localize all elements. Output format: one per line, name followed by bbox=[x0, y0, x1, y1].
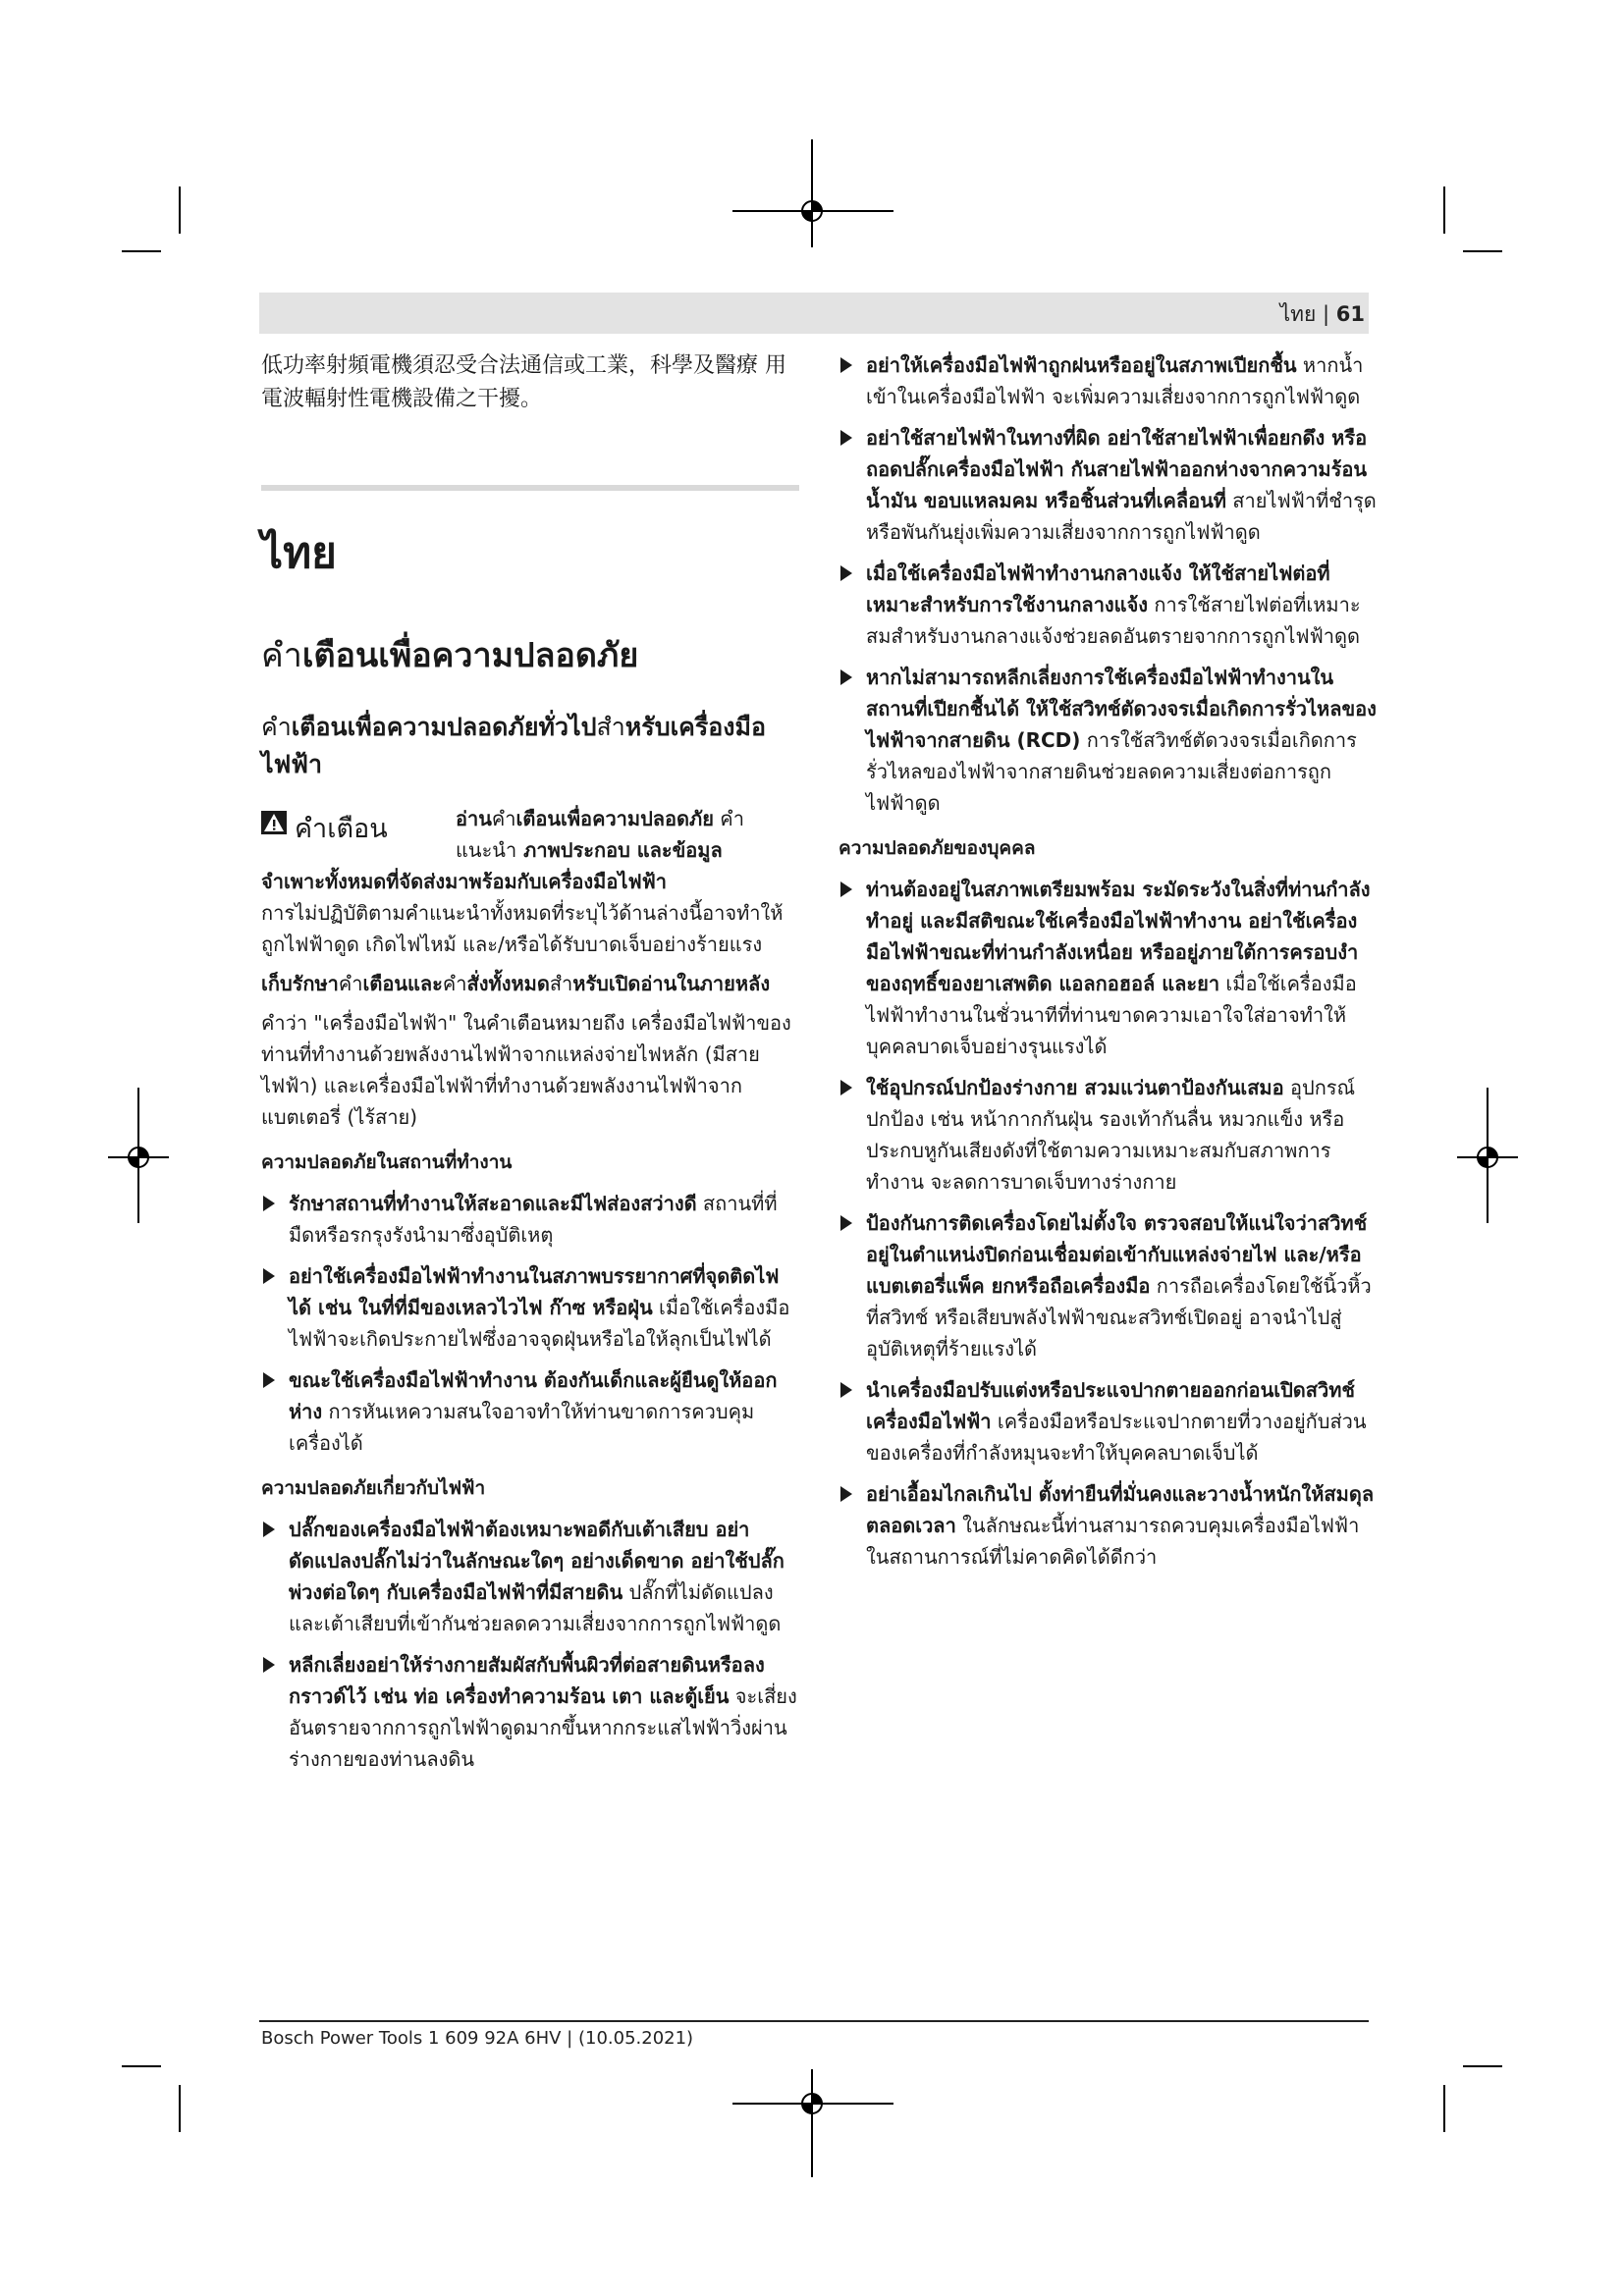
header-bar bbox=[259, 293, 1369, 334]
crop-mark bbox=[1463, 250, 1502, 252]
list-item: ท่านต้องอยู่ในสภาพเตรียมพร้อม ระมัดระวังในสิ่งที่ท่านกำลังทำอยู่ และมีสติขณะใช้เครื่องมือไฟฟ้าทำงาน อย่าใช้เครื่องมือไฟฟ้าขณะที่ท่านกำลังเหนื่อย หรืออยู่ภายใต้การครอบงำของฤทธิ์ของยาเสพติด แอลกอฮอล์ และยา เมื่อใช้เครื่องมือไฟฟ้าทำงานในชั่วนาทีที่ท่านขาดความเอาใจใส่อาจทำให้บุคคลบาดเจ็บอย่างรุนแรงได้ bbox=[839, 874, 1377, 1062]
list-item: ป้องกันการติดเครื่องโดยไม่ตั้งใจ ตรวจสอบให้แน่ใจว่าสวิทช์อยู่ในตำแหน่งปิดก่อนเชื่อมต่อเข้ากับแหล่งจ่ายไฟ และ/หรือแบตเตอรี่แพ็ค ยกหรือถือเครื่องมือ การถือเครื่องโดยใช้นิ้วหิ้วที่สวิทช์ หรือเสียบพลังไฟฟ้าขณะสวิทช์เปิดอยู่ อาจนำไปสู่อุบัติเหตุที่ร้ายแรงได้ bbox=[839, 1207, 1377, 1364]
list-item: หากไม่สามารถหลีกเลี่ยงการใช้เครื่องมือไฟฟ้าทำงานในสถานที่เปียกชื้นได้ ให้ใช้สวิทช์ตัดวงจรเมื่อเกิดการรั่วไหลของไฟฟ้าจากสายดิน (RCD) การใช้สวิทช์ตัดวงจรเมื่อเกิดการรั่วไหลของไฟฟ้าจากสายดินช่วยลดความเสี่ยงต่อการถูกไฟฟ้าดูด bbox=[839, 662, 1377, 819]
registration-line bbox=[1487, 1088, 1489, 1223]
list-item: ใช้อุปกรณ์ปกป้องร่างกาย สวมแว่นตาป้องกันเสมอ อุปกรณ์ปกป้อง เช่น หน้ากากกันฝุ่น รองเท้ากันลื่น หมวกแข็ง หรือประกบหูกันเสียงดังที่ใช้ตามความเหมาะสมกับสภาพการทำงาน จะลดการบาดเจ็บทางร่างกาย bbox=[839, 1072, 1377, 1198]
list-item: หลีกเลี่ยงอย่าให้ร่างกายสัมผัสกับพื้นผิวที่ต่อสายดินหรือลงกราวด์ไว้ เช่น ท่อ เครื่องทำความร้อน เตา และตู้เย็น จะเสี่ยงอันตรายจากการถูกไฟฟ้าดูดมากขึ้นหากกระแสไฟฟ้าวิ่งผ่านร่างกายของท่านลงดิน bbox=[261, 1649, 799, 1775]
list-item: เมื่อใช้เครื่องมือไฟฟ้าทำงานกลางแจ้ง ให้ใช้สายไฟต่อที่เหมาะสำหรับการใช้งานกลางแจ้ง การใช้สายไฟต่อที่เหมาะสมสำหรับงานกลางแจ้งช่วยลดอันตรายจากการถูกไฟฟ้าดูด bbox=[839, 558, 1377, 652]
registration-line bbox=[732, 2103, 893, 2105]
crop-mark bbox=[179, 2085, 181, 2132]
warning-scope: จำเพาะทั้งหมดที่จัดส่งมาพร้อมกับเครื่องมือไฟฟ้า bbox=[261, 870, 667, 893]
crop-mark bbox=[122, 250, 161, 252]
warning-triangle-icon bbox=[261, 811, 287, 834]
list-item: อย่าเอื้อมไกลเกินไป ตั้งท่ายืนที่มั่นคงและวางน้ำหนักให้สมดุลตลอดเวลา ในลักษณะนี้ท่านสามารถควบคุมเครื่องมือไฟฟ้าในสถานการณ์ที่ไม่คาดคิดได้ดีกว่า bbox=[839, 1478, 1377, 1573]
warning-body: การไม่ปฏิบัติตามคำแนะนำทั้งหมดที่ระบุไว้ด้านล่างนี้อาจทำให้ถูกไฟฟ้าดูด เกิดไฟไหม้ และ/หรือได้รับบาดเจ็บอย่างร้ายแรง bbox=[261, 901, 784, 956]
electrical-heading: ความปลอดภัยเกี่ยวกับไฟฟ้า bbox=[261, 1477, 486, 1499]
personal-safety-heading: ความปลอดภัยของบุคคล bbox=[839, 837, 1036, 859]
section-divider bbox=[261, 485, 799, 491]
crop-mark bbox=[1463, 2065, 1502, 2067]
list-item: รักษาสถานที่ทำงานให้สะอาดและมีไฟส่องสว่างดี สถานที่ที่มืดหรือรกรุงรังนำมาซึ่งอุบัติเหตุ bbox=[261, 1188, 799, 1251]
crop-mark bbox=[1443, 187, 1445, 234]
footer-rule bbox=[259, 2020, 1369, 2022]
registration-line bbox=[1457, 1156, 1518, 1158]
crop-mark bbox=[1443, 2085, 1445, 2132]
page-number: 61 bbox=[1335, 302, 1365, 326]
section-title: ไทย bbox=[261, 528, 337, 578]
left-column bbox=[261, 349, 799, 1775]
registration-line bbox=[811, 139, 813, 247]
keep-instructions: เก็บรักษาคำเตือนและคำสั่งทั้งหมดสำหรับเปิดอ่านในภายหลัง bbox=[261, 972, 771, 995]
list-item: อย่าใช้เครื่องมือไฟฟ้าทำงานในสภาพบรรยากาศที่จุดติดไฟได้ เช่น ในที่ที่มีของเหลวไวไฟ ก๊าซ หรือฝุ่น เมื่อใช้เครื่องมือไฟฟ้าจะเกิดประกายไฟซึ่งอาจจุดฝุ่นหรือไอให้ลุกเป็นไฟได้ bbox=[261, 1260, 799, 1355]
right-column bbox=[839, 349, 1377, 1573]
general-safety-heading: คำเตือนเพื่อความปลอดภัยทั่วไปสำหรับเครื่องมือไฟฟ้า bbox=[261, 713, 766, 778]
definition-text: คำว่า "เครื่องมือไฟฟ้า" ในคำเตือนหมายถึง เครื่องมือไฟฟ้าของท่านที่ทำงานด้วยพลังงานไฟฟ้าจากแหล่งจ่ายไฟหลัก (มีสายไฟฟ้า) และเครื่องมือไฟฟ้าที่ทำงานด้วยพลังงานไฟฟ้าจากแบตเตอรี่ (ไร้สาย) bbox=[261, 1011, 791, 1129]
work-area-heading: ความปลอดภัยในสถานที่ทำงาน bbox=[261, 1151, 513, 1173]
warning-block bbox=[261, 803, 799, 866]
safety-heading: คำเตือนเพื่อความปลอดภัย bbox=[261, 636, 639, 675]
list-item: อย่าให้เครื่องมือไฟฟ้าถูกฝนหรืออยู่ในสภาพเปียกชื้น หากน้ำเข้าในเครื่องมือไฟฟ้า จะเพิ่มความเสี่ยงจากการถูกไฟฟ้าดูด bbox=[839, 349, 1377, 412]
header-language: ไทย bbox=[1279, 302, 1317, 326]
registration-line bbox=[732, 210, 893, 212]
footer-text: Bosch Power Tools 1 609 92A 6HV | (10.05.2021) bbox=[261, 2028, 694, 2049]
running-header: ไทย | 61 bbox=[1279, 302, 1365, 326]
warning-text: อ่านคำเตือนเพื่อความปลอดภัย คำ แนะนำ ภาพประกอบ และข้อมูล bbox=[456, 807, 744, 862]
registration-line bbox=[137, 1088, 139, 1223]
warning-label: คำเตือน bbox=[261, 803, 456, 866]
list-item: ขณะใช้เครื่องมือไฟฟ้าทำงาน ต้องกันเด็กและผู้ยืนดูให้ออกห่าง การหันเหความสนใจอาจทำให้ท่านขาดการควบคุมเครื่องได้ bbox=[261, 1364, 799, 1459]
list-item: ปลั๊กของเครื่องมือไฟฟ้าต้องเหมาะพอดีกับเต้าเสียบ อย่าดัดแปลงปลั๊กไม่ว่าในลักษณะใดๆ อย่างเด็ดขาด อย่าใช้ปลั๊กพ่วงต่อใดๆ กับเครื่องมือไฟฟ้าที่มีสายดิน ปลั๊กที่ไม่ดัดแปลงและเต้าเสียบที่เข้ากันช่วยลดความเสี่ยงจากการถูกไฟฟ้าดูด bbox=[261, 1514, 799, 1639]
list-item: อย่าใช้สายไฟฟ้าในทางที่ผิด อย่าใช้สายไฟฟ้าเพื่อยกดึง หรือถอดปลั๊กเครื่องมือไฟฟ้า กันสายไฟฟ้าออกห่างจากความร้อน น้ำมัน ขอบแหลมคม หรือชิ้นส่วนที่เคลื่อนที่ สายไฟฟ้าที่ชำรุดหรือพันกันยุ่งเพิ่มความเสี่ยงจากการถูกไฟฟ้าดูด bbox=[839, 422, 1377, 548]
list-item: นำเครื่องมือปรับแต่งหรือประแจปากตายออกก่อนเปิดสวิทช์เครื่องมือไฟฟ้า เครื่องมือหรือประแจปากตายที่วางอยู่กับส่วนของเครื่องที่กำลังหมุนจะทำให้บุคคลบาดเจ็บได้ bbox=[839, 1374, 1377, 1468]
crop-mark bbox=[179, 187, 181, 234]
registration-line bbox=[811, 2069, 813, 2177]
crop-mark bbox=[122, 2065, 161, 2067]
registration-line bbox=[108, 1156, 169, 1158]
chinese-notice: 低功率射頻電機須忍受合法通信或工業，科學及醫療 用電波輻射性電機設備之干擾。 bbox=[261, 353, 786, 411]
